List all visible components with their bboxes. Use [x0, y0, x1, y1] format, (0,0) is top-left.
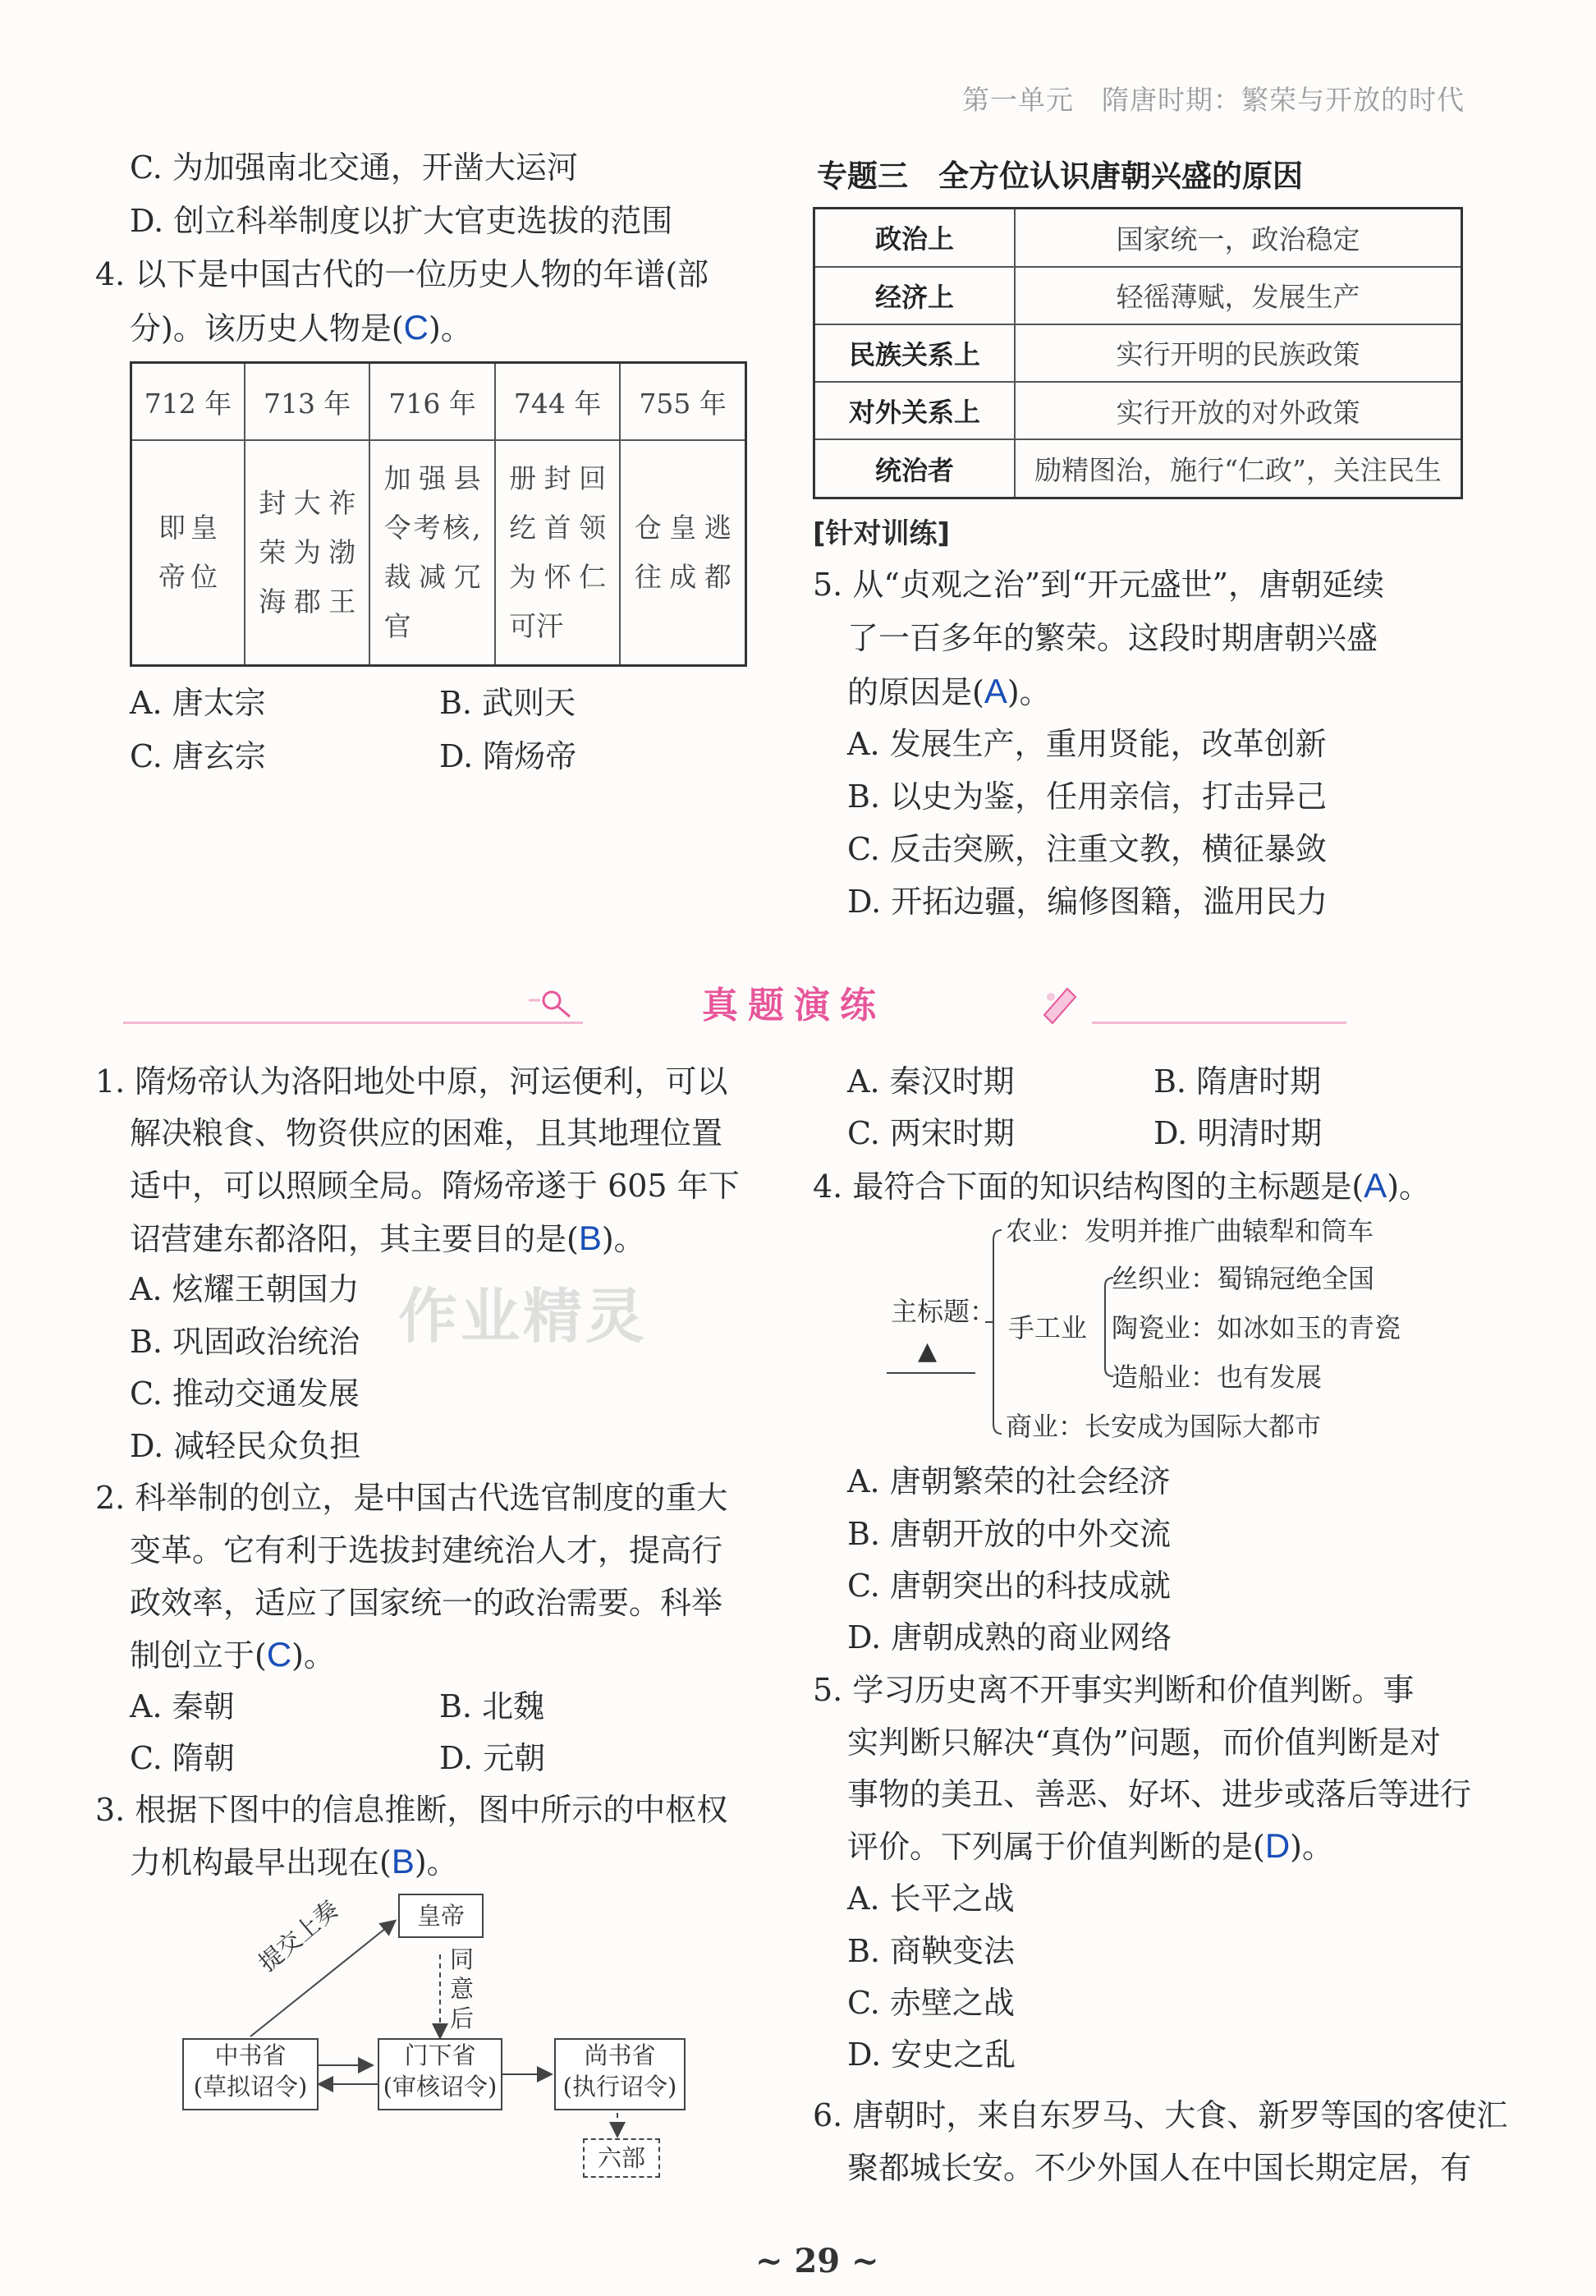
answer-mark: A	[1364, 1166, 1387, 1205]
q2-line3: 政效率，适应了国家统一的政治需要。科举	[130, 1585, 723, 1621]
zhongshu-box: 中书省 (草拟诏令)	[182, 2038, 319, 2110]
question-4-line1: 4. 以下是中国古代的一位历史人物的年谱(部	[95, 256, 709, 292]
watermark: 作业精灵	[398, 1282, 649, 1351]
q5b-line3: 事物的美丑、善恶、好坏、进步或落后等进行	[847, 1776, 1472, 1812]
reason-value: 国家统一，政治稳定	[1015, 209, 1462, 267]
q5-option-d: D. 开拓边疆，编修图籍，滥用民力	[847, 884, 1328, 920]
reason-value: 实行开放的对外政策	[1015, 382, 1462, 439]
q3-line2: 力机构最早出现在(B)。	[130, 1842, 458, 1880]
year-cell: 755 年	[620, 363, 745, 441]
porcelain-item: 陶瓷业：如冰如玉的青瓷	[1112, 1312, 1401, 1343]
q1-line1: 1. 隋炀帝认为洛阳地处中原，河运便利，可以	[95, 1063, 728, 1100]
q5-option-b: B. 以史为鉴，任用亲信，打击异己	[847, 778, 1328, 815]
reason-key: 统治者	[814, 439, 1016, 498]
banner-rule-left	[123, 1022, 583, 1024]
q2-option-b: B. 北魏	[439, 1688, 545, 1724]
answer-mark: C	[266, 1635, 292, 1674]
q5b-option-d: D. 安史之乱	[847, 2037, 1016, 2073]
reason-key: 经济上	[814, 267, 1016, 324]
q4-option-d: D. 隋炀帝	[439, 738, 577, 774]
q4-option-c: C. 唐玄宗	[130, 738, 266, 774]
banner-rule-right	[1092, 1022, 1346, 1024]
q5-line3: 的原因是(A)。	[847, 672, 1051, 710]
q4-stem: 4. 最符合下面的知识结构图的主标题是(A)。	[813, 1166, 1431, 1205]
q5-option-c: C. 反击突厥，注重文教，横征暴敛	[847, 831, 1327, 867]
q3-option-a: A. 秦汉时期	[847, 1063, 1015, 1100]
q1-option-b: B. 巩固政治统治	[130, 1324, 360, 1360]
q4-option-b: B. 武则天	[439, 685, 576, 721]
question-4-line2: 分)。该历史人物是(C)。	[130, 308, 472, 347]
q2-line4: 制创立于(C)。	[130, 1635, 335, 1674]
year-cell: 713 年	[245, 363, 369, 441]
q4-option-d: D. 唐朝成熟的商业网络	[847, 1619, 1172, 1655]
page-number: ~ 29 ~	[755, 2242, 879, 2280]
year-cell: 744 年	[495, 363, 620, 441]
emperor-box: 皇帝	[398, 1894, 484, 1938]
shipbuilding-item: 造船业：也有发展	[1112, 1362, 1323, 1393]
event-cell: 封大祚 荣为渤 海郡王	[245, 440, 369, 666]
handicraft-label: 手工业	[1008, 1312, 1088, 1343]
q3-option-c: C. 两宋时期	[847, 1115, 1015, 1151]
training-label: [针对训练]	[813, 517, 951, 550]
q1-line2: 解决粮食、物资供应的困难，且其地理位置	[130, 1115, 723, 1151]
silk-item: 丝织业：蜀锦冠绝全国	[1112, 1263, 1375, 1294]
section-title: 真题演练	[702, 985, 886, 1026]
q2-line2: 变革。它有利于选拔封建统治人才，提高行	[130, 1532, 723, 1568]
q1-option-c: C. 推动交通发展	[130, 1375, 360, 1412]
reason-value: 轻徭薄赋，发展生产	[1015, 267, 1462, 324]
answer-mark: B	[578, 1219, 602, 1257]
option-d: D. 创立科举制度以扩大官吏选拔的范围	[130, 203, 673, 239]
shangshu-box: 尚书省 (执行诏令)	[554, 2038, 686, 2110]
agriculture-item: 农业：发明并推广曲辕犁和筒车	[1006, 1215, 1374, 1247]
option-c: C. 为加强南北交通，开凿大运河	[130, 149, 578, 186]
q1-line3: 适中，可以照顾全局。隋炀帝遂于 605 年下	[130, 1168, 740, 1204]
pencil-icon	[1036, 982, 1085, 1028]
q5b-line1: 5. 学习历史离不开事实判断和价值判断。事	[813, 1672, 1415, 1708]
main-title-label: 主标题：	[891, 1296, 997, 1327]
q2-option-d: D. 元朝	[439, 1740, 546, 1776]
answer-mark: B	[391, 1842, 415, 1880]
q4-option-a: A. 唐朝繁荣的社会经济	[847, 1463, 1171, 1499]
q5b-line4: 评价。下列属于价值判断的是(D)。	[847, 1826, 1333, 1865]
event-cell: 仓皇逃 往成都	[620, 440, 745, 666]
commerce-item: 商业：长安成为国际大都市	[1006, 1411, 1322, 1442]
q5b-option-c: C. 赤壁之战	[847, 1985, 1015, 2021]
q3-option-d: D. 明清时期	[1153, 1115, 1323, 1151]
agree-label: 同 意 后	[450, 1945, 475, 2032]
q4-option-a: A. 唐太宗	[130, 685, 266, 721]
q6-line2: 聚都城长安。不少外国人在中国长期定居，有	[847, 2150, 1472, 2186]
year-cell: 712 年	[131, 363, 245, 441]
q3-option-b: B. 隋唐时期	[1153, 1063, 1322, 1100]
q5-line1: 5. 从“贞观之治”到“开元盛世”，唐朝延续	[813, 567, 1385, 603]
placeholder-triangle: ▲	[918, 1337, 938, 1366]
reason-value: 励精图治，施行“仁政”，关注民生	[1015, 439, 1462, 498]
year-cell: 716 年	[369, 363, 494, 441]
q5-line2: 了一百多年的繁荣。这段时期唐朝兴盛	[847, 620, 1378, 656]
event-cell: 册封回 纥首领 为怀仁 可汗	[495, 440, 620, 666]
q5b-option-a: A. 长平之战	[847, 1880, 1015, 1917]
running-header: 第一单元 隋唐时期：繁荣与开放的时代	[962, 84, 1465, 116]
q2-line1: 2. 科举制的创立，是中国古代选官制度的重大	[95, 1480, 728, 1516]
event-cell: 加强县 令考核, 裁减冗 官	[369, 440, 494, 666]
topic-title: 专题三 全方位认识唐朝兴盛的原因	[817, 158, 1303, 194]
q6-line1: 6. 唐朝时，来自东罗马、大食、新罗等国的客使汇	[813, 2097, 1508, 2133]
reason-key: 民族关系上	[814, 324, 1016, 382]
q2-option-c: C. 隋朝	[130, 1740, 235, 1776]
q2-option-a: A. 秦朝	[130, 1688, 235, 1724]
submit-label: 提交上奏	[253, 1894, 344, 1977]
q4-option-b: B. 唐朝开放的中外交流	[847, 1516, 1172, 1552]
answer-mark: A	[984, 672, 1007, 710]
chronology-table	[130, 361, 747, 667]
q5b-option-b: B. 商鞅变法	[847, 1933, 1016, 1969]
reason-key: 对外关系上	[814, 382, 1016, 439]
q1-line4: 诏营建东都洛阳，其主要目的是(B)。	[130, 1219, 645, 1257]
q1-option-a: A. 炫耀王朝国力	[130, 1271, 360, 1307]
liubu-box: 六部	[583, 2138, 660, 2178]
q5b-line2: 实判断只解决“真伪”问题，而价值判断是对	[847, 1724, 1441, 1761]
reason-value: 实行开明的民族政策	[1015, 324, 1462, 382]
q3-line1: 3. 根据下图中的信息推断，图中所示的中枢权	[95, 1792, 728, 1828]
reason-key: 政治上	[814, 209, 1016, 267]
answer-mark: D	[1264, 1826, 1291, 1865]
magnifier-icon	[525, 982, 583, 1023]
reasons-table	[813, 207, 1463, 499]
event-cell: 即皇 帝位	[131, 440, 245, 666]
menxia-box: 门下省 (审核诏令)	[378, 2038, 502, 2110]
q5-option-a: A. 发展生产，重用贤能，改革创新	[847, 726, 1327, 762]
answer-mark: C	[403, 308, 429, 347]
q1-option-d: D. 减轻民众负担	[130, 1428, 361, 1464]
q4-option-c: C. 唐朝突出的科技成就	[847, 1568, 1171, 1604]
